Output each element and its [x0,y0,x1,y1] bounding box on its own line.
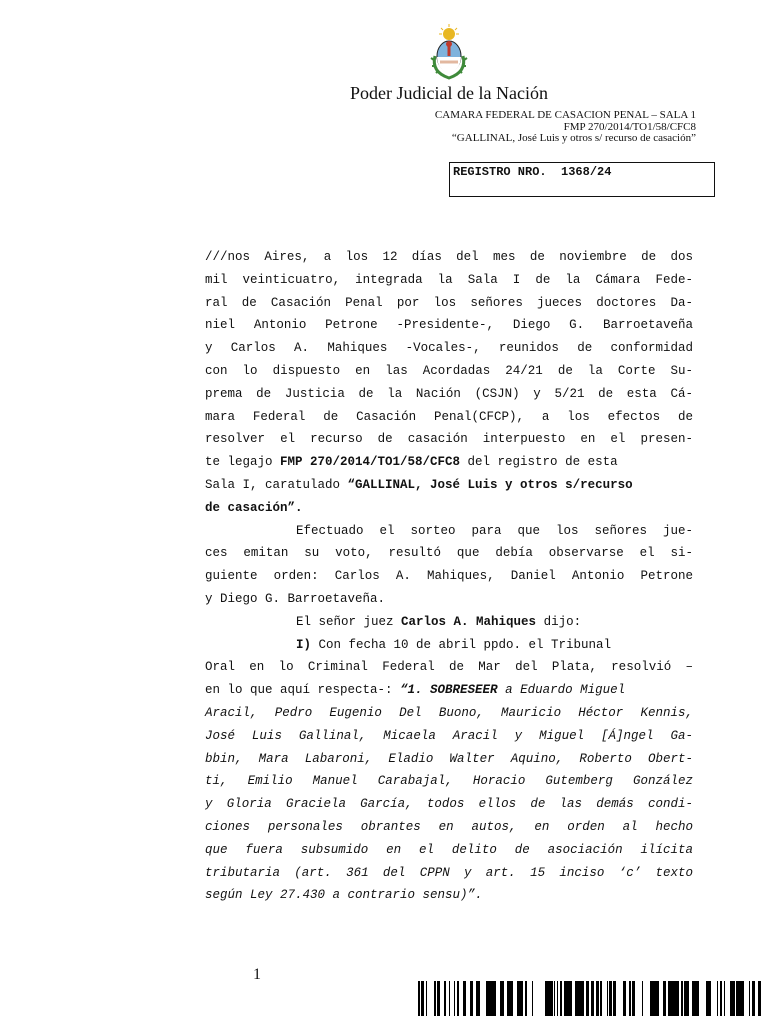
barcode-bar [642,981,643,1016]
barcode-bar [418,981,420,1016]
text-line: de casación”. [205,500,303,515]
barcode-bar [668,981,671,1016]
barcode-bar [503,981,504,1016]
barcode-bar [520,981,522,1016]
text-line: José Luis Gallinal, Micaela Aracil y Miguel [Á]ngel Ga- [205,728,693,743]
barcode-bar [736,981,739,1016]
barcode-bar [457,981,458,1016]
barcode-bar [752,981,755,1016]
barcode-bar [664,981,666,1016]
barcode-bar [463,981,466,1016]
barcode-bar [717,981,718,1016]
text-line: y Gloria Graciela García, todos ellos de las demás condi- [205,797,693,812]
text-segment: El señor juez [296,614,402,629]
barcode-bar [732,981,735,1016]
barcode-bar [692,981,694,1016]
file-number: FMP 270/2014/TO1/58/CFC8 [563,120,696,133]
text-line: Aracil, Pedro Eugenio Del Buono, Mauricio Héctor Kennis, [205,705,693,720]
barcode-bar [684,981,687,1016]
barcode-bar [586,981,589,1016]
text-line: mara Federal de Casación Penal(CFCP), a los efectos de [205,409,693,424]
text-line: Oral en lo Criminal Federal de Mar del Plata, resolvió – [205,660,693,675]
barcode-bar [654,981,657,1016]
text-line [205,679,693,702]
barcode-bar [557,981,558,1016]
text-line: y Diego G. Barroetaveña. [205,591,386,606]
barcode-bar [548,981,550,1016]
barcode-bar [708,981,711,1016]
text-line: ti, Emilio Manuel Carabajal, Horacio Gutemberg González [205,774,693,789]
barcode-bar [476,981,478,1016]
text-line: tributaria (art. 361 del CPPN y art. 15 inciso ‘c’ texto [205,865,693,880]
barcode-bar [525,981,527,1016]
barcode-bar [629,981,631,1016]
barcode-bar [437,981,440,1016]
barcode-bar [546,981,548,1016]
barcode-bar [575,981,577,1016]
text-segment: del registro de esta [460,455,618,470]
barcode-bar [532,981,533,1016]
document-body [205,246,693,907]
barcode-bar [507,981,508,1016]
barcode-bar [564,981,565,1016]
barcode-bar [742,981,744,1016]
barcode-bar [478,981,480,1016]
barcode-bar [426,981,427,1016]
barcode-bar [623,981,626,1016]
sobreseer-bold: “1. SOBRESEER [400,683,498,698]
barcode-bar [582,981,584,1016]
barcode-bar [577,981,580,1016]
text-line: que fuera subsumido en el delito de asociación ilícita [205,842,693,857]
coat-of-arms-seal [429,22,469,82]
text-line: Efectuado el sorteo para que los señores jue- [296,523,693,538]
barcode-bar [454,981,455,1016]
barcode-bar [565,981,567,1016]
text-line: bbin, Mara Labaroni, Eladio Walter Aquino, Roberto Obert- [205,751,693,766]
barcode-bar [663,981,664,1016]
file-number-bold: FMP 270/2014/TO1/58/CFC8 [280,455,461,470]
text-line: ces emitan su voto, resultó que debía observarse el si- [205,546,693,561]
chamber-name: CAMARA FEDERAL DE CASACION PENAL – SALA 1 [434,109,696,121]
text-line: con lo dispuesto en las Acordadas 24/21 de la Corte Su- [205,363,693,378]
barcode-bar [749,981,750,1016]
barcode-bar [470,981,473,1016]
text-line: según Ley 27.430 a contrario sensu)”. [205,888,483,903]
barcode-bar [632,981,633,1016]
barcode-bar [591,981,594,1016]
text-line [205,474,693,497]
barcode-bar [697,981,699,1016]
barcode-bar [760,981,761,1016]
barcode-bar [570,981,572,1016]
text-line: mil veinticuatro, integrada la Sala I de la Cámara Fede- [205,272,693,287]
barcode-bar [434,981,436,1016]
barcode-bar [706,981,708,1016]
barcode-bar [681,981,683,1016]
text-line: ral de Casación Penal por los señores jueces doctores Da- [205,295,693,310]
barcode-bar [444,981,446,1016]
barcode-bar [653,981,654,1016]
barcode-bar [600,981,602,1016]
barcode-bar [560,981,562,1016]
text-segment: Con fecha 10 de abril ppdo. el Tribunal [311,637,612,652]
text-line [205,451,693,474]
barcode-bar [486,981,487,1016]
barcode-bar [674,981,675,1016]
registro-box: REGISTRO NRO. 1368/24 [449,162,715,197]
barcode-bar [487,981,490,1016]
barcode-bar [423,981,424,1016]
barcode-bar [730,981,732,1016]
barcode-bar [650,981,653,1016]
barcode-bar [676,981,679,1016]
barcode-bar [609,981,612,1016]
barcode-bar [724,981,725,1016]
barcode-bar [554,981,555,1016]
barcode-bar [758,981,760,1016]
barcode-bar [675,981,676,1016]
barcode-bar [493,981,496,1016]
barcode-bar [500,981,503,1016]
barcode-bar [607,981,608,1016]
court-name: Poder Judicial de la Nación [350,83,548,103]
judge-name-bold: Carlos A. Mahiques [401,614,537,629]
text-line: ciones personales obrantes en autos, en orden al hecho [205,819,693,834]
barcode-bar [671,981,674,1016]
text-segment: en lo que aquí respecta-: [205,683,401,698]
barcode-bar [490,981,493,1016]
case-header [435,110,696,145]
barcode-bar [517,981,520,1016]
text-line: ///nos Aires, a los 12 días del mes de noviembre de dos [205,250,693,264]
text-line: prema de Justicia de la Nación (CSJN) y 5/21 de esta Cá- [205,386,693,401]
rising-sun [443,28,455,40]
barcode-bar [614,981,615,1016]
text-line [205,634,693,657]
barcode-bar [613,981,614,1016]
text-line: y Carlos A. Mahiques -Vocales-, reunidos de conformidad [205,341,693,356]
barcode-bar [449,981,450,1016]
barcode-bar [421,981,423,1016]
text-segment: dijo: [536,614,582,629]
text-segment: a Eduardo Miguel [497,683,626,698]
barcode-bar [545,981,546,1016]
text-line: resolver el recurso de casación interpuesto en el presen- [205,432,693,447]
barcode-bar [567,981,570,1016]
barcode-bar [633,981,635,1016]
barcode-bar [615,981,616,1016]
barcode-bar [596,981,599,1016]
barcode-bar [522,981,523,1016]
barcode [418,981,761,1016]
barcode-bar [550,981,553,1016]
barcode-bar [580,981,582,1016]
text-segment: Sala I, caratulado [205,477,348,492]
text-line: guiente orden: Carlos A. Mahiques, Daniel Antonio Petrone [205,569,693,584]
barcode-bar [510,981,512,1016]
barcode-bar [458,981,459,1016]
barcode-bar [694,981,697,1016]
text-line: niel Antonio Petrone -Presidente-, Diego G. Barroetaveña [205,318,693,333]
case-title: “GALLINAL, José Luis y otros s/ recurso de casación” [451,132,696,144]
barcode-bar [657,981,659,1016]
barcode-bar [739,981,742,1016]
case-caption-bold: “GALLINAL, José Luis y otros s/recurso [347,477,633,492]
barcode-bar [720,981,722,1016]
text-line [205,611,693,634]
section-number: I) [296,637,312,652]
barcode-bar [687,981,689,1016]
barcode-bar [508,981,510,1016]
page-number: 1 [253,966,261,983]
barcode-bar [512,981,513,1016]
text-segment: te legajo [205,455,281,470]
